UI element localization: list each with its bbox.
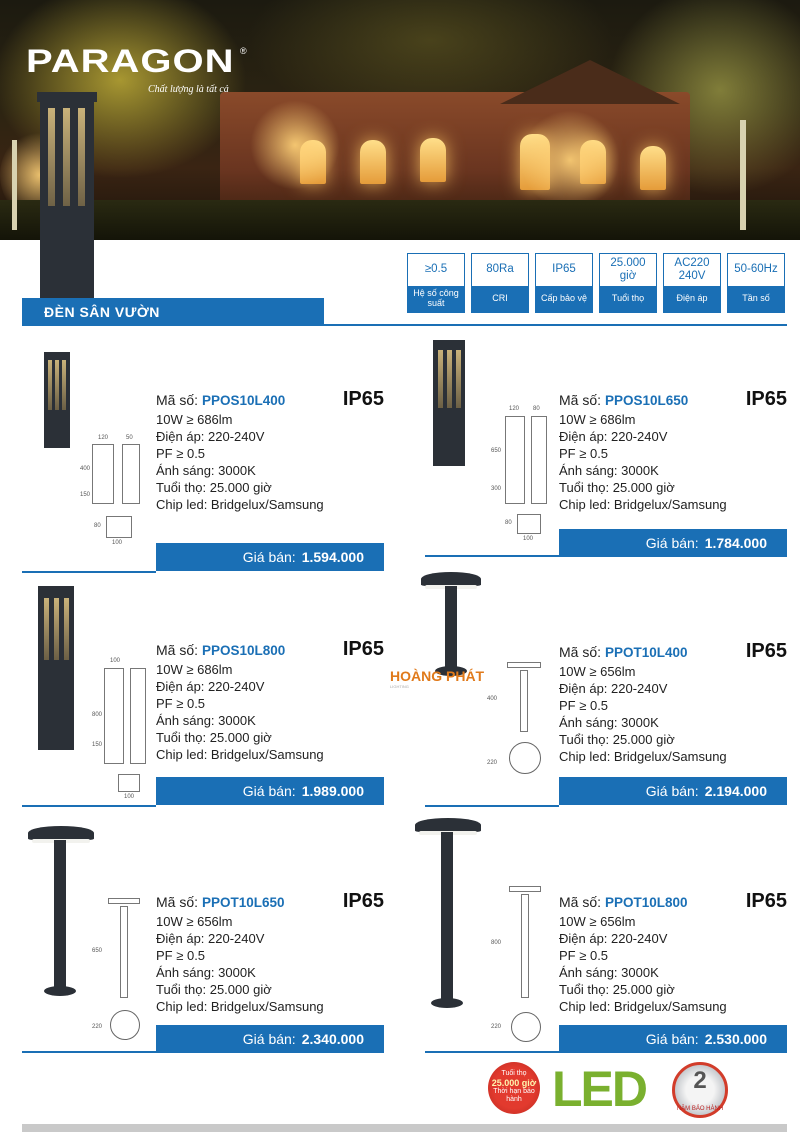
spec-power: 10W ≥ 656lm [156,914,233,929]
lamp-light-slot [64,598,69,660]
badge-top-text: Tuổi thọ [501,1070,527,1077]
spec-life: Tuổi thọ: 25.000 giờ [559,982,675,997]
price-value: 1.594.000 [301,549,364,565]
product-card[interactable] [22,348,384,578]
lamp-light-slot [78,108,85,206]
price-value: 1.989.000 [301,783,364,799]
dimension-label: 100 [110,658,121,664]
product-image [22,348,156,553]
badge-note: Thời hạn bảo hành [493,1088,535,1104]
ip-rating: IP65 [745,890,787,912]
bollard-cap [28,826,94,840]
code-label: Mã số: [559,644,602,660]
section-title: ĐÈN SÂN VƯỜN [44,304,160,320]
led-logo: LED [552,1061,646,1117]
card-underline [425,1051,559,1053]
brand-registered-mark: ® [240,46,247,56]
spec-protection [535,253,593,313]
spec-chip: Chip led: Bridgelux/Samsung [156,999,324,1014]
product-code-line [559,890,787,913]
spec-label: Điện áp [664,286,720,312]
bollard-cap [421,572,481,586]
bollard-pole [445,586,457,670]
spec-light: Ánh sáng: 3000K [156,463,256,478]
hero-banner [0,0,800,240]
dimension-drawing-front [92,444,114,504]
spec-chip: Chip led: Bridgelux/Samsung [559,999,727,1014]
spec-voltage [663,253,721,313]
dimension-label: 150 [80,492,91,498]
code-label: Mã số: [156,894,199,910]
dimension-label: 120 [509,406,520,412]
card-underline [22,571,156,573]
watermark-sub: LIGHTING [390,684,409,689]
spec-label: Cấp bảo vệ [536,286,592,312]
dimension-drawing-base [517,514,541,534]
spec-chip: Chip led: Bridgelux/Samsung [559,749,727,764]
dimension-drawing-side [122,444,140,504]
dimension-label: 400 [487,696,498,702]
dimension-label: 100 [112,540,123,546]
price-value: 1.784.000 [704,535,767,551]
ip-rating: IP65 [745,388,787,410]
price-label: Giá bán: [242,783,296,799]
dimension-label: 80 [533,406,540,412]
price-label: Giá bán: [645,535,699,551]
warranty-years-number: 2 [693,1067,707,1094]
product-info [156,388,384,513]
price-label: Giá bán: [242,1031,296,1047]
spec-light: Ánh sáng: 3000K [156,965,256,980]
lamp-light-slot [55,360,59,410]
dimension-drawing-base [509,742,541,774]
dimension-label: 300 [491,486,502,492]
warranty-years-label: NĂM BẢO HÀNH [676,1106,724,1112]
post-lamp-body [38,586,74,750]
hero-roof [500,60,680,104]
spec-value: 80Ra [472,254,528,286]
spec-value: IP65 [536,254,592,286]
footer-strip [22,1124,787,1132]
dimension-drawing-base [511,1012,541,1042]
spec-power-factor [407,253,465,313]
warranty-years-badge [672,1062,728,1118]
price-bar [156,1025,384,1053]
code-label: Mã số: [559,894,602,910]
product-code-line [156,638,384,661]
dimension-label: 80 [94,523,101,529]
spec-life: Tuổi thọ: 25.000 giờ [156,982,272,997]
product-info [559,388,787,513]
hero-window [420,138,446,182]
spec-value: AC220 240V [664,254,720,286]
spec-pf: PF ≥ 0.5 [559,446,609,461]
product-image [22,582,156,800]
dimension-drawing-base [118,774,140,792]
spec-pf: PF ≥ 0.5 [156,696,206,711]
spec-label: CRI [472,286,528,312]
price-label: Giá bán: [645,1031,699,1047]
hero-tree-trunk [740,120,746,230]
dimension-drawing-side [531,416,547,504]
lamp-light-slot [44,598,49,660]
dimension-drawing-cap [509,886,541,892]
lifetime-badge [488,1062,540,1114]
spec-frequency [727,253,785,313]
spec-power: 10W ≥ 686lm [559,412,636,427]
product-info [559,890,787,1015]
code-label: Mã số: [156,642,199,658]
spec-light: Ánh sáng: 3000K [156,713,256,728]
product-code-line [156,388,384,411]
product-code-line [559,388,787,411]
product-code: PPOT10L800 [605,895,688,910]
price-value: 2.340.000 [301,1031,364,1047]
spec-voltage: Điện áp: 220-240V [156,931,265,946]
spec-value: 50-60Hz [728,254,784,286]
spec-power: 10W ≥ 686lm [156,662,233,677]
bollard-pole [54,840,66,990]
dimension-drawing-front [505,416,525,504]
hero-window [640,146,666,190]
spec-chip: Chip led: Bridgelux/Samsung [559,497,727,512]
card-underline [425,805,559,807]
spec-life: Tuổi thọ: 25.000 giờ [559,732,675,747]
card-underline [22,805,156,807]
dimension-label: 120 [98,435,109,441]
price-bar [156,543,384,571]
spec-pf: PF ≥ 0.5 [156,948,206,963]
ip-rating: IP65 [745,640,787,662]
spec-lifetime [599,253,657,313]
spec-chip: Chip led: Bridgelux/Samsung [156,497,324,512]
spec-voltage: Điện áp: 220-240V [156,429,265,444]
dimension-label: 150 [92,742,103,748]
dimension-label: 220 [491,1024,502,1030]
spec-value: ≥0.5 [408,254,464,286]
price-label: Giá bán: [242,549,296,565]
spec-pf: PF ≥ 0.5 [559,698,609,713]
spec-life: Tuổi thọ: 25.000 giờ [156,480,272,495]
product-image [425,814,559,1030]
brand-logo: PARAGON [26,44,235,80]
product-code-line [156,890,384,913]
dimension-drawing-pole [120,906,128,998]
lamp-cap [37,92,97,102]
spec-pf: PF ≥ 0.5 [559,948,609,963]
product-image [22,822,156,1030]
code-label: Mã số: [156,392,199,408]
spec-light: Ánh sáng: 3000K [559,463,659,478]
spec-label: Tuổi thọ [600,286,656,312]
product-card[interactable] [425,814,787,1047]
hero-light-glow [250,100,340,190]
dimension-label: 100 [523,536,534,542]
product-image [425,338,559,543]
dimension-label: 650 [491,448,502,454]
dimension-label: 50 [126,435,133,441]
lamp-light-slot [48,360,52,410]
price-bar [559,777,787,805]
card-underline [425,555,559,557]
ip-rating: IP65 [342,388,384,410]
spec-cri [471,253,529,313]
price-bar [156,777,384,805]
ip-rating: IP65 [342,890,384,912]
hero-window [360,140,386,184]
dimension-label: 800 [491,940,502,946]
card-underline [22,1051,156,1053]
price-bar [559,1025,787,1053]
product-code: PPOT10L400 [605,645,688,660]
spec-life: Tuổi thọ: 25.000 giờ [156,730,272,745]
product-card[interactable] [22,822,384,1052]
watermark-name: HOÀNG PHÁT [390,668,485,684]
lamp-light-slot [438,350,443,408]
product-card[interactable] [22,582,384,812]
bollard-pole [441,832,453,1000]
hoang-phat-watermark [390,668,484,689]
price-label: Giá bán: [645,783,699,799]
lamp-light-slot [54,598,59,660]
hero-light-glow [520,110,620,210]
badge-hours: 25.000 giờ [491,1078,537,1089]
spec-power: 10W ≥ 686lm [156,412,233,427]
lamp-light-slot [447,350,452,408]
spec-voltage: Điện áp: 220-240V [156,679,265,694]
hero-tree-trunk [12,140,17,230]
spec-summary [407,253,785,313]
dimension-label: 800 [92,712,103,718]
dimension-label: 400 [80,466,91,472]
product-info [559,640,787,765]
bollard-cap [415,818,481,832]
product-code: PPOS10L650 [605,393,689,408]
dimension-drawing-pole [520,670,528,732]
dimension-label: 650 [92,948,103,954]
dimension-drawing-cap [108,898,140,904]
brand-tagline: Chất lượng là tất cả [148,84,229,95]
lamp-light-slot [48,108,55,206]
product-card[interactable] [425,338,787,568]
product-code: PPOT10L650 [202,895,285,910]
dimension-drawing-base [106,516,132,538]
price-bar [559,529,787,557]
spec-chip: Chip led: Bridgelux/Samsung [156,747,324,762]
featured-post-lamp [40,92,94,310]
price-value: 2.530.000 [704,1031,767,1047]
bollard-base [431,998,463,1008]
post-lamp-body [433,340,465,466]
dimension-drawing-pole [521,894,529,998]
lamp-light-slot [456,350,461,408]
product-info [156,638,384,763]
spec-voltage: Điện áp: 220-240V [559,681,668,696]
price-value: 2.194.000 [704,783,767,799]
spec-power: 10W ≥ 656lm [559,664,636,679]
bollard-base [44,986,76,996]
lamp-light-slot [62,360,66,410]
post-lamp-body [44,352,70,448]
dimension-drawing-cap [507,662,541,668]
spec-voltage: Điện áp: 220-240V [559,931,668,946]
ip-rating: IP65 [342,638,384,660]
product-info [156,890,384,1015]
dimension-label: 220 [487,760,498,766]
spec-light: Ánh sáng: 3000K [559,715,659,730]
dimension-drawing-side [130,668,146,764]
dimension-drawing-front [104,668,124,764]
dimension-label: 100 [124,794,135,800]
dimension-label: 220 [92,1024,103,1030]
spec-voltage: Điện áp: 220-240V [559,429,668,444]
product-code: PPOS10L400 [202,393,286,408]
product-code: PPOS10L800 [202,643,286,658]
dimension-drawing-base [110,1010,140,1040]
lamp-light-slot [63,108,70,206]
spec-label: Hệ số công suất [408,286,464,312]
spec-label: Tần số [728,286,784,312]
dimension-label: 80 [505,520,512,526]
spec-power: 10W ≥ 656lm [559,914,636,929]
section-divider [22,324,787,326]
spec-value: 25.000 giờ [600,254,656,286]
hero-lawn [0,200,800,240]
spec-pf: PF ≥ 0.5 [156,446,206,461]
spec-life: Tuổi thọ: 25.000 giờ [559,480,675,495]
code-label: Mã số: [559,392,602,408]
product-code-line [559,640,787,663]
spec-light: Ánh sáng: 3000K [559,965,659,980]
